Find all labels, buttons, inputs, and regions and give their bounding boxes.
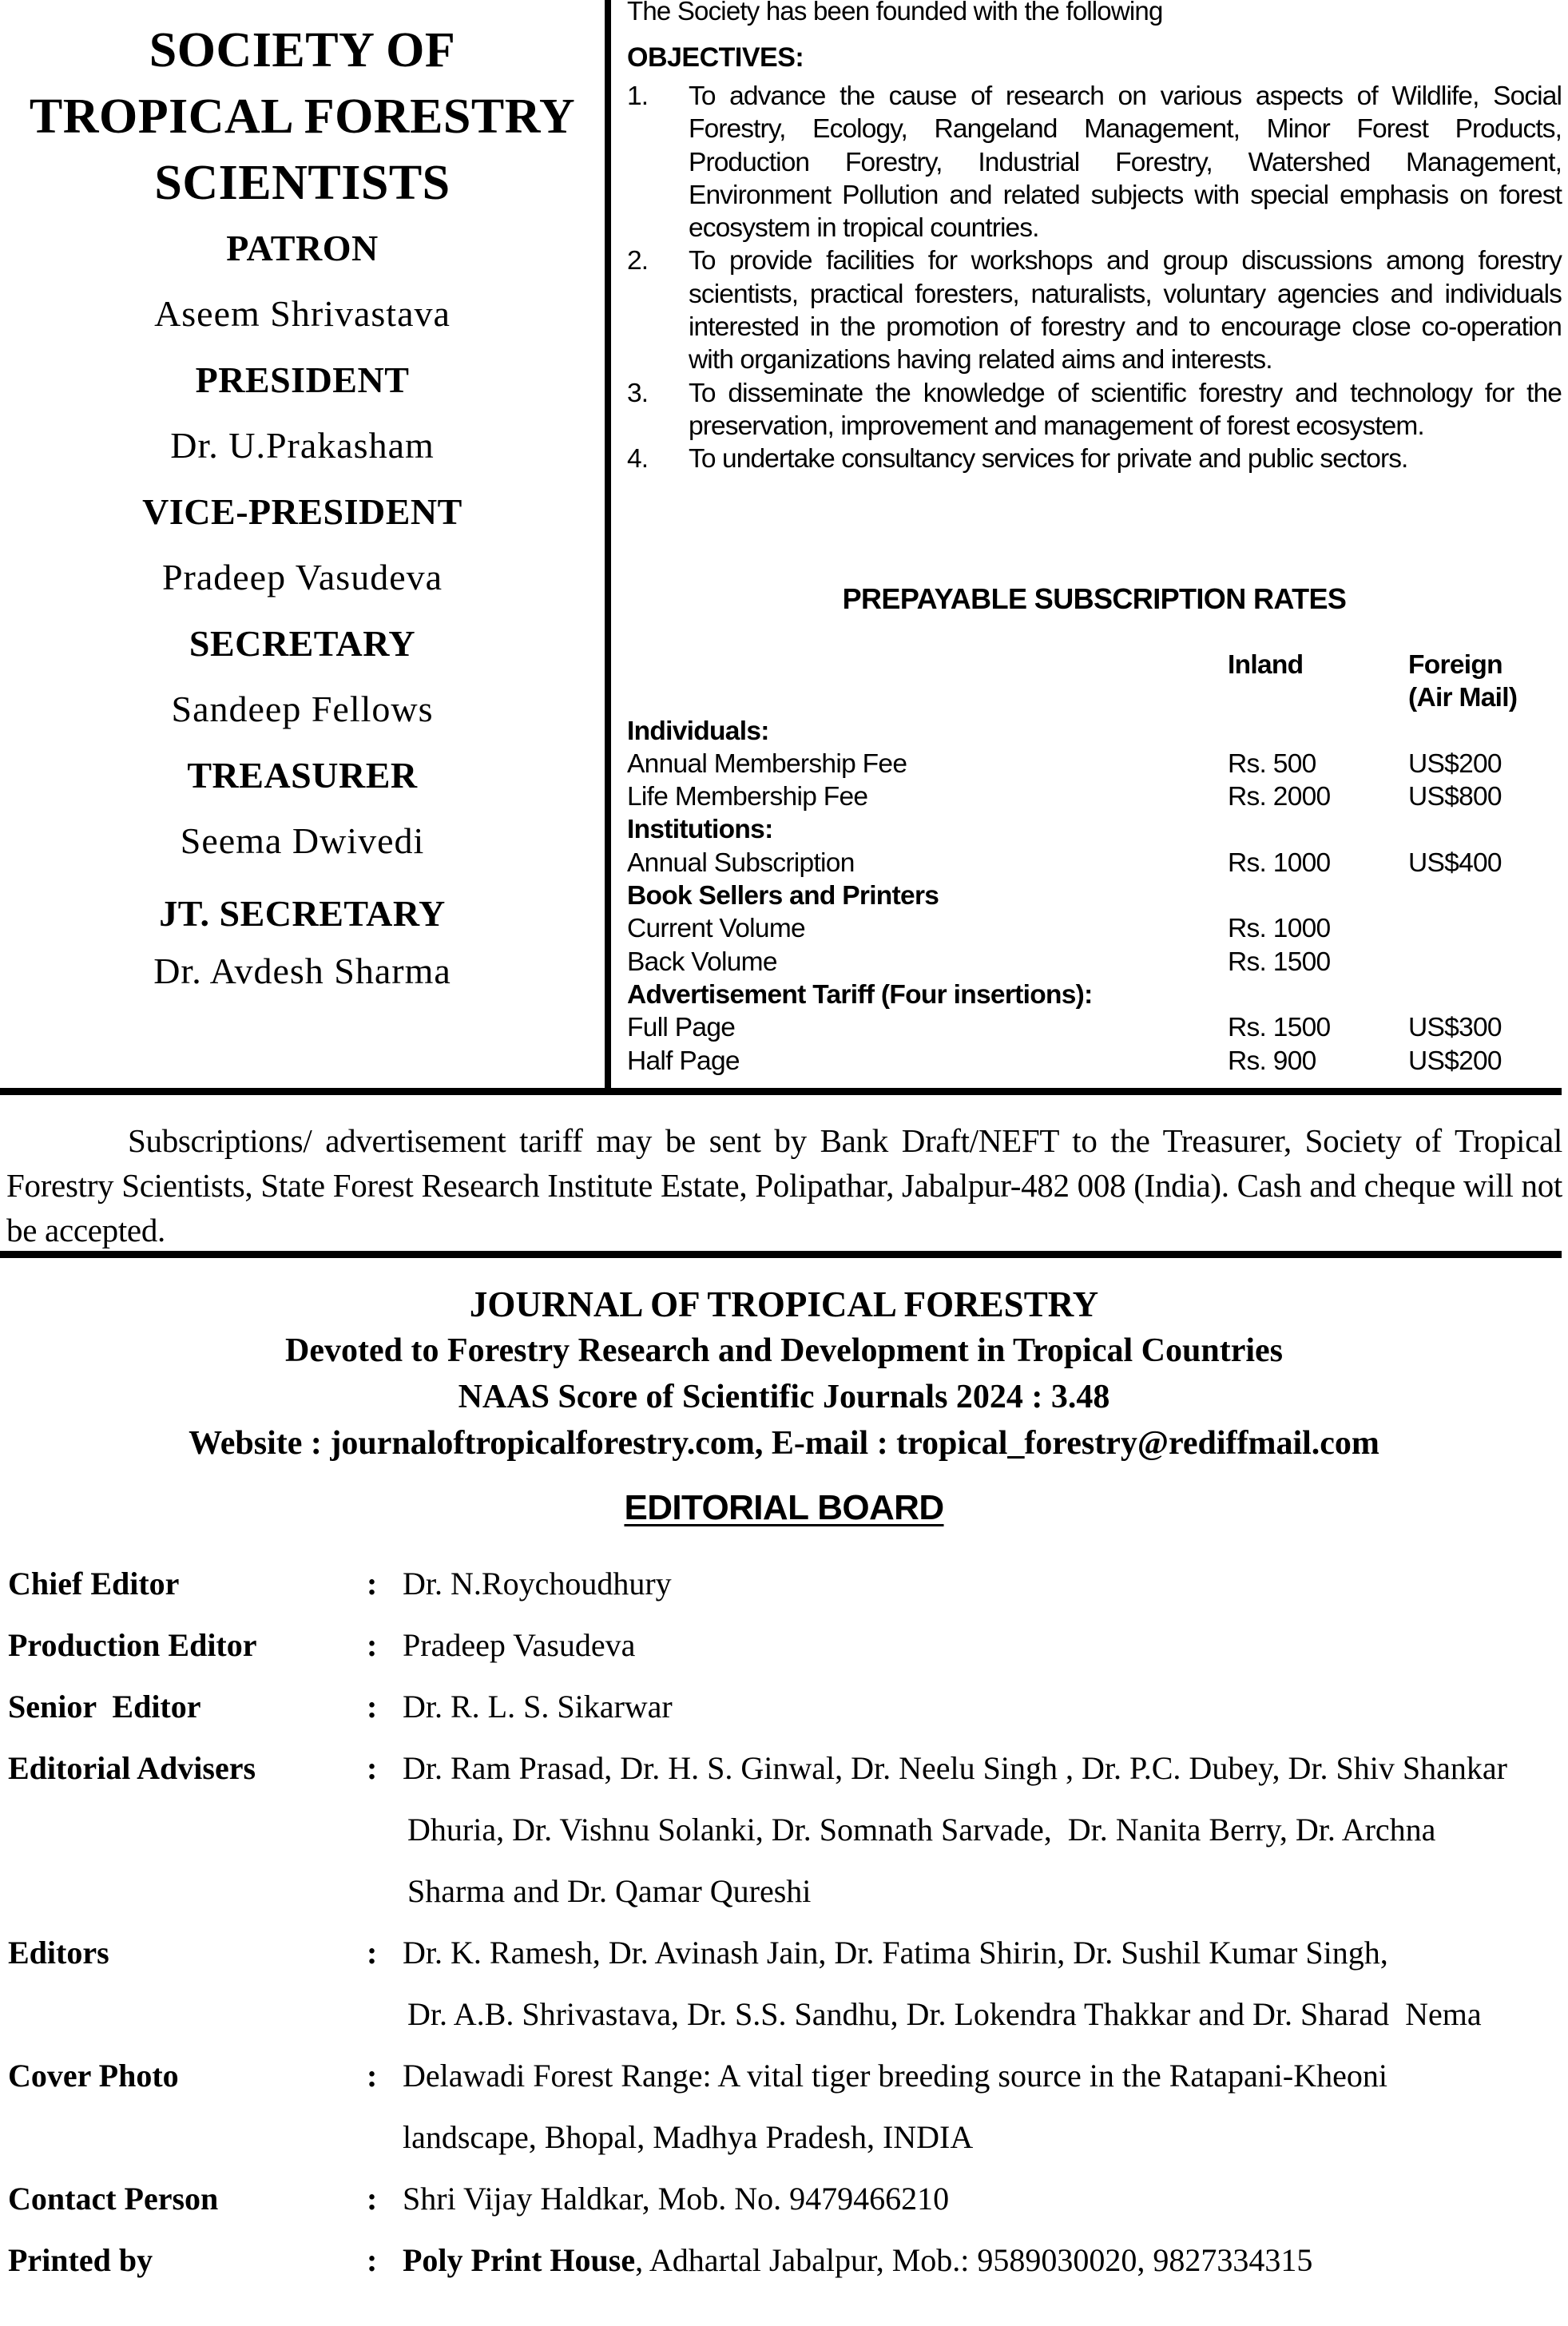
board-value-line: Dr. R. L. S. Sikarwar — [403, 1689, 673, 1725]
column-divider — [605, 0, 611, 1095]
rates-item-foreign — [1408, 912, 1562, 945]
board-value-line: Dr. A.B. Shrivastava, Dr. S.S. Sandhu, Dr. Lokendra Thakkar and Dr. Sharad Nema — [407, 1996, 1482, 2032]
rates-group-row — [627, 978, 1562, 1011]
rates-item-label: Annual Subscription — [627, 847, 855, 878]
board-colon: : — [367, 2181, 378, 2217]
board-value-line: Dr. K. Ramesh, Dr. Avinash Jain, Dr. Fatima Shirin, Dr. Sushil Kumar Singh, — [403, 1935, 1388, 1971]
objective-text: To undertake consultancy services for private and public sectors. — [689, 444, 1408, 474]
board-colon: : — [367, 1750, 378, 1786]
objectives-column — [627, 0, 1562, 1088]
officer-secretary — [0, 621, 605, 732]
rates-item-inland: Rs. 500 — [1228, 748, 1316, 779]
rates-header-blank — [627, 649, 1228, 715]
rates-group-label: Individuals: — [627, 716, 769, 746]
rates-item-row — [627, 946, 1562, 978]
board-label: Production Editor — [8, 1627, 257, 1663]
rates-header-foreign-line: (Air Mail) — [1408, 683, 1518, 713]
officer-president — [0, 358, 605, 468]
board-value — [403, 2168, 1562, 2229]
rates-group-row — [627, 715, 1562, 748]
society-title — [0, 18, 605, 216]
objective-number: 2. — [627, 246, 649, 276]
officer-patron — [0, 226, 605, 336]
journal-contact: Website : journaloftropicalforestry.com, E-mail : tropical_forestry@rediffmail.com — [189, 1425, 1379, 1462]
board-row-contact-person — [8, 2168, 1562, 2229]
society-officers-column — [0, 0, 605, 1088]
horizontal-rule — [0, 1088, 1562, 1095]
rates-group-label: Book Sellers and Printers — [627, 881, 939, 911]
board-value — [403, 1553, 1562, 1614]
board-label: Cover Photo — [8, 2058, 179, 2094]
journal-info — [0, 1281, 1568, 1467]
board-colon: : — [367, 2058, 378, 2094]
officer-name: Seema Dwivedi — [180, 820, 425, 861]
officer-role: JT. SECRETARY — [159, 893, 446, 934]
board-row-production-editor — [8, 1614, 1562, 1676]
horizontal-rule — [0, 1251, 1562, 1258]
society-title-line: SCIENTISTS — [154, 156, 451, 210]
objective-number: 1. — [627, 81, 649, 111]
rates-item-label: Current Volume — [627, 914, 805, 944]
journal-naas-score: NAAS Score of Scientific Journals 2024 : 3.48 — [458, 1379, 1110, 1415]
officer-name: Aseem Shrivastava — [154, 293, 451, 334]
subscription-rates-table — [627, 649, 1562, 1078]
editorial-board-heading: EDITORIAL BOARD — [624, 1488, 944, 1527]
officer-name: Pradeep Vasudeva — [161, 557, 443, 597]
printer-name: Poly Print House — [403, 2242, 636, 2278]
objective-number: 4. — [627, 444, 649, 474]
rates-header-row — [627, 649, 1562, 715]
board-row-printed-by — [8, 2229, 1562, 2291]
officer-vice-president — [0, 490, 605, 600]
board-value-line: Pradeep Vasudeva — [403, 1627, 636, 1663]
society-title-line: TROPICAL FORESTRY — [29, 89, 576, 144]
board-row-cover-photo — [8, 2045, 1562, 2168]
officer-role: TREASURER — [187, 755, 418, 796]
board-label: Editors — [8, 1935, 109, 1971]
printer-details: , Adhartal Jabalpur, Mob.: 9589030020, 9827334315 — [635, 2242, 1313, 2278]
board-value — [403, 1676, 1562, 1737]
board-row-editors — [8, 1922, 1562, 2045]
rates-header-inland: Inland — [1228, 650, 1304, 680]
officer-name: Dr. U.Prakasham — [170, 425, 435, 466]
objective-text: To disseminate the knowledge of scientific forestry and technology for the preservation, improvement and management of forest ecosystem. — [689, 378, 1562, 441]
board-row-editorial-advisers — [8, 1737, 1562, 1922]
rates-item-foreign: US$200 — [1408, 748, 1502, 779]
journal-subtitle: Devoted to Forestry Research and Development in Tropical Countries — [285, 1332, 1283, 1369]
rates-item-inland: Rs. 1500 — [1228, 947, 1331, 977]
rates-item-foreign: US$400 — [1408, 847, 1502, 878]
rates-item-row — [627, 847, 1562, 879]
board-label: Printed by — [8, 2242, 153, 2278]
objective-number: 3. — [627, 378, 649, 408]
board-label: Contact Person — [8, 2181, 219, 2217]
board-label: Senior Editor — [8, 1689, 201, 1725]
rates-item-foreign — [1408, 946, 1562, 978]
payment-note: Subscriptions/ advertisement tariff may be sent by Bank Draft/NEFT to the Treasurer, Society of Tropical Forestry Scientists, State Forest Research Institute Estate, Polipathar, Jabalpur-482 008 (India). Cash and cheque will not be accepted. — [6, 1122, 1562, 1248]
rates-item-inland: Rs. 1000 — [1228, 847, 1331, 878]
rates-item-inland: Rs. 2000 — [1228, 782, 1331, 812]
board-value-line: Dr. Ram Prasad, Dr. H. S. Ginwal, Dr. Neelu Singh , Dr. P.C. Dubey, Dr. Shiv Shankar — [403, 1750, 1507, 1786]
rates-group-label: Advertisement Tariff (Four insertions): — [627, 979, 1093, 1010]
objective-text: To advance the cause of research on various aspects of Wildlife, Social Forestry, Ecology, Rangeland Management, Minor Forest Products, Production Forestry, Industrial Forestry, Watershed Management, Environment Pollution and related subjects with special emphasis on forest ecosystem in tropical countries. — [689, 81, 1562, 244]
society-section — [0, 0, 1562, 1088]
rates-item-label: Back Volume — [627, 947, 777, 977]
board-value-line — [403, 2229, 1562, 2291]
rates-group-row — [627, 813, 1562, 846]
rates-item-label: Half Page — [627, 1046, 740, 1076]
rates-item-foreign: US$800 — [1408, 782, 1502, 812]
rates-item-foreign: US$300 — [1408, 1013, 1502, 1043]
objective-item — [627, 443, 1562, 475]
officer-treasurer — [0, 753, 605, 863]
objective-item — [627, 377, 1562, 443]
officer-name: Dr. Avdesh Sharma — [153, 951, 451, 991]
officer-jt-secretary — [0, 891, 605, 994]
board-value — [403, 1922, 1562, 2045]
board-value-line: Dhuria, Dr. Vishnu Solanki, Dr. Somnath Sarvade, Dr. Nanita Berry, Dr. Archna — [407, 1812, 1436, 1848]
objective-text: To provide facilities for workshops and group discussions among forestry scientists, practical foresters, naturalists, voluntary agencies and individuals interested in the promotion of forestry and to encourage close co-operation with organizations having related aims and interests. — [689, 246, 1562, 375]
board-value-line: Shri Vijay Haldkar, Mob. No. 9479466210 — [403, 2181, 950, 2217]
objectives-intro: The Society has been founded with the following — [627, 0, 1163, 26]
board-value — [403, 1614, 1562, 1676]
board-value-line: Dr. N.Roychoudhury — [403, 1566, 672, 1602]
rates-item-row — [627, 1045, 1562, 1078]
board-label: Chief Editor — [8, 1566, 180, 1602]
board-value-line: Delawadi Forest Range: A vital tiger breeding source in the Ratapani-Kheoni — [403, 2058, 1387, 2094]
rates-item-row — [627, 780, 1562, 813]
board-colon: : — [367, 2242, 378, 2278]
rates-item-inland: Rs. 900 — [1228, 1046, 1316, 1076]
board-colon: : — [367, 1689, 378, 1725]
board-label: Editorial Advisers — [8, 1750, 256, 1786]
board-colon: : — [367, 1935, 378, 1971]
rates-item-row — [627, 748, 1562, 780]
rates-group-label: Institutions: — [627, 815, 773, 845]
rates-group-row — [627, 879, 1562, 912]
rates-item-label: Life Membership Fee — [627, 782, 868, 812]
rates-item-foreign: US$200 — [1408, 1046, 1502, 1076]
officer-role: SECRETARY — [189, 623, 416, 664]
officer-name: Sandeep Fellows — [171, 689, 434, 729]
objective-item — [627, 80, 1562, 244]
rates-item-row — [627, 912, 1562, 945]
editorial-board — [8, 1553, 1562, 2291]
journal-title: JOURNAL OF TROPICAL FORESTRY — [469, 1284, 1099, 1324]
objective-item — [627, 244, 1562, 376]
subscription-rates-title: PREPAYABLE SUBSCRIPTION RATES — [842, 582, 1347, 615]
board-value — [403, 1737, 1562, 1922]
objectives-heading: OBJECTIVES: — [627, 42, 804, 73]
rates-header-foreign-line: Foreign — [1408, 650, 1503, 680]
rates-item-label: Annual Membership Fee — [627, 748, 907, 779]
board-colon: : — [367, 1566, 378, 1602]
board-value — [403, 2045, 1562, 2168]
board-row-chief-editor — [8, 1553, 1562, 1614]
board-value — [403, 2229, 1562, 2291]
objectives-list — [627, 80, 1562, 476]
rates-item-label: Full Page — [627, 1013, 736, 1043]
board-value-line: landscape, Bhopal, Madhya Pradesh, INDIA — [403, 2119, 974, 2155]
officer-role: VICE-PRESIDENT — [142, 491, 462, 532]
rates-item-inland: Rs. 1000 — [1228, 914, 1331, 944]
officer-role: PRESIDENT — [195, 359, 410, 400]
board-colon: : — [367, 1627, 378, 1663]
officer-role: PATRON — [226, 228, 379, 268]
board-row-senior-editor — [8, 1676, 1562, 1737]
society-title-line: SOCIETY OF — [149, 23, 456, 77]
rates-item-inland: Rs. 1500 — [1228, 1013, 1331, 1043]
rates-header-foreign — [1408, 649, 1562, 715]
rates-item-row — [627, 1011, 1562, 1044]
board-value-line: Sharma and Dr. Qamar Qureshi — [407, 1873, 812, 1909]
